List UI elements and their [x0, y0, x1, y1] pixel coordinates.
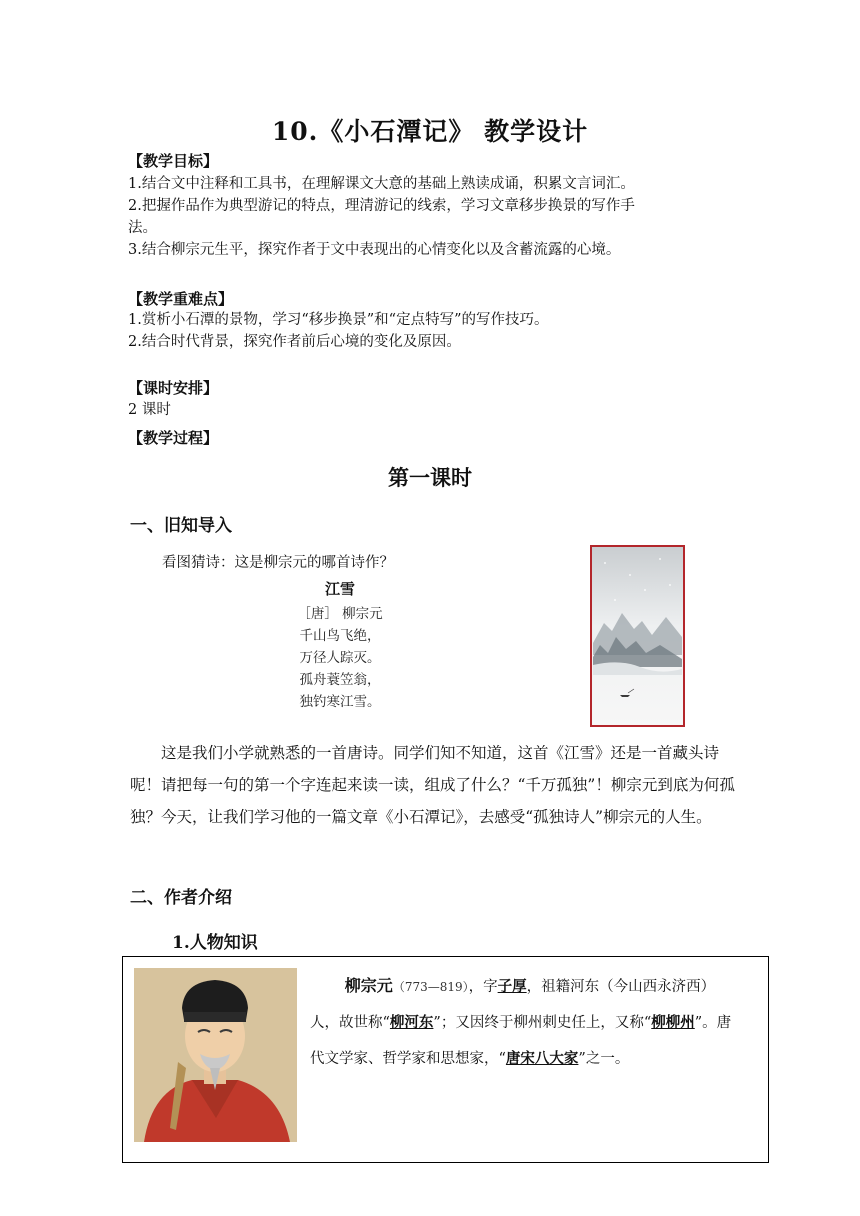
page-title: 10.《小石潭记》 教学设计: [271, 117, 589, 146]
bio-text-segment: ”之一。: [578, 1051, 630, 1067]
poem-line: 独钓寒江雪。: [299, 694, 381, 710]
bio-text-segment: ，祖籍河东（今山西永济西）人，故世称“: [310, 979, 716, 1031]
author-portrait: [134, 968, 297, 1142]
bio-tangsong: 唐宋八大家: [505, 1050, 579, 1067]
poem-block: [280, 578, 400, 713]
goals-heading: 【教学目标】: [128, 152, 219, 170]
poem-title: 江雪: [324, 580, 355, 598]
part2-heading: 二、作者介绍: [130, 888, 232, 908]
part1-heading: 一、旧知导入: [130, 516, 232, 536]
goal-item-3: 3.结合柳宗元生平，探究作者于文中表现出的心情变化以及含蓄流露的心境。: [128, 242, 621, 258]
bio-alias-liuzhou: 柳柳州: [651, 1014, 695, 1031]
key-point-2: 2.结合时代背景，探究作者前后心境的变化及原因。: [128, 334, 461, 350]
bio-text-segment: ”。唐代文学家、哲学家和思想家，“: [310, 1015, 732, 1067]
bio-alias-hedong: 柳河东: [389, 1014, 434, 1031]
poem-author: ［唐］ 柳宗元: [297, 606, 383, 622]
bio-name: 柳宗元: [344, 976, 393, 995]
poem-line: 孤舟蓑笠翁，: [299, 672, 381, 688]
lesson-title: 第一课时: [388, 465, 472, 490]
poem-line: 万径人踪灭。: [299, 650, 381, 666]
process-heading: 【教学过程】: [128, 429, 219, 447]
bio-text-segment: ，字: [468, 979, 498, 995]
goal-item-2-cont: 法。: [128, 220, 157, 236]
bio-courtesy-name: 子厚: [497, 978, 527, 995]
bio-text: [310, 968, 735, 1077]
key-points-heading: 【教学重难点】: [128, 290, 234, 308]
intro-paragraph: 这是我们小学就熟悉的一首唐诗。同学们知不知道，这首《江雪》还是一首藏头诗呢！请把每一句的第一个字连起来读一读，组成了什么？“千万孤独”！柳宗元到底为何孤独？今天，让我们学习他的一篇文章《小石潭记》，去感受“孤独诗人”柳宗元的人生。: [130, 744, 735, 826]
goal-item-2: 2.把握作品作为典型游记的特点，理清游记的线索，学习文章移步换景的写作手: [128, 198, 635, 214]
snow-landscape-painting: [590, 545, 685, 727]
bio-text-segment: ”；又因终于柳州刺史任上，又称“: [433, 1015, 652, 1031]
key-point-1: 1.赏析小石潭的景物，学习“移步换景”和“定点特写”的写作技巧。: [128, 312, 549, 328]
poem-line: 千山鸟飞绝，: [299, 628, 381, 644]
bio-years: （773—819）: [392, 980, 469, 994]
part2-sub-heading: 1.人物知识: [172, 933, 258, 953]
goal-item-1: 1.结合文中注释和工具书，在理解课文大意的基础上熟读成诵，积累文言词汇。: [128, 176, 635, 192]
schedule-heading: 【课时安排】: [128, 379, 219, 397]
poem-prompt: 看图猜诗：这是柳宗元的哪首诗作？: [162, 555, 394, 571]
schedule-value: 2 课时: [128, 402, 171, 418]
